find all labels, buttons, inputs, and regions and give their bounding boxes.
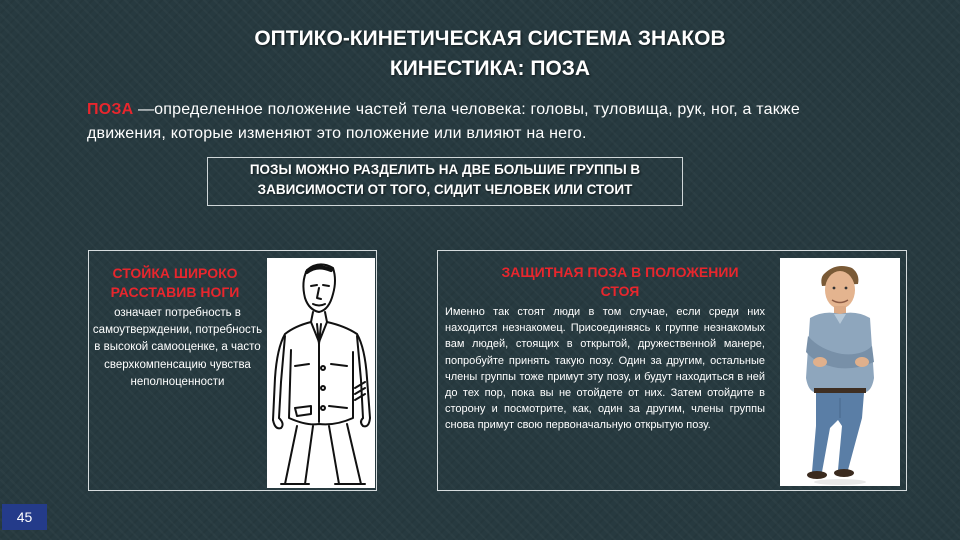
wide-stance-description: означает потребность в самоутверждении, потребность в высокой самооценке, а часто сверхкомпенсацию чувства неполноценности	[92, 307, 263, 388]
page-number-badge: 45	[2, 504, 47, 530]
definition-text: —определенное положение частей тела человека: головы, туловища, рук, ног, а также движения, которые изменяют это положение или влияют на него.	[87, 101, 800, 142]
slide-title-line-1: ОПТИКО-КИНЕТИЧЕСКАЯ СИСТЕМА ЗНАКОВ	[254, 27, 726, 50]
definition-term: ПОЗА	[87, 101, 134, 118]
groups-text: ПОЗЫ МОЖНО РАЗДЕЛИТЬ НА ДВЕ БОЛЬШИЕ ГРУППЫ В ЗАВИСИМОСТИ ОТ ТОГО, СИДИТ ЧЕЛОВЕК ИЛИ СТОИТ	[249, 162, 641, 197]
defensive-pose-man-photo	[780, 258, 900, 486]
defensive-pose-heading: ЗАЩИТНАЯ ПОЗА В ПОЛОЖЕНИИ СТОЯ	[501, 264, 739, 299]
wide-stance-man-illustration	[267, 258, 375, 488]
wide-stance-heading: СТОЙКА ШИРОКО РАССТАВИВ НОГИ	[110, 265, 240, 300]
slide-title	[150, 24, 830, 84]
slide-title-line-2: КИНЕСТИКА: ПОЗА	[389, 57, 591, 80]
pose-definition	[87, 98, 837, 146]
defensive-pose-description: Именно так стоят люди в том случае, если среди них находится незнакомец. Присоединяясь к группе незнакомых вам людей, стоящих в открытой, дружественной манере, попробуйте принять такую позу. Один за другим, остальные члены группы тоже примут эту позу, и будут находиться в ней до тех пор, пока вы не отойдете от них. Затем отойдите в сторону и посмотрите, как, один за другим, члены группы снова примут свою первоначальную открытую позу.	[445, 306, 765, 432]
